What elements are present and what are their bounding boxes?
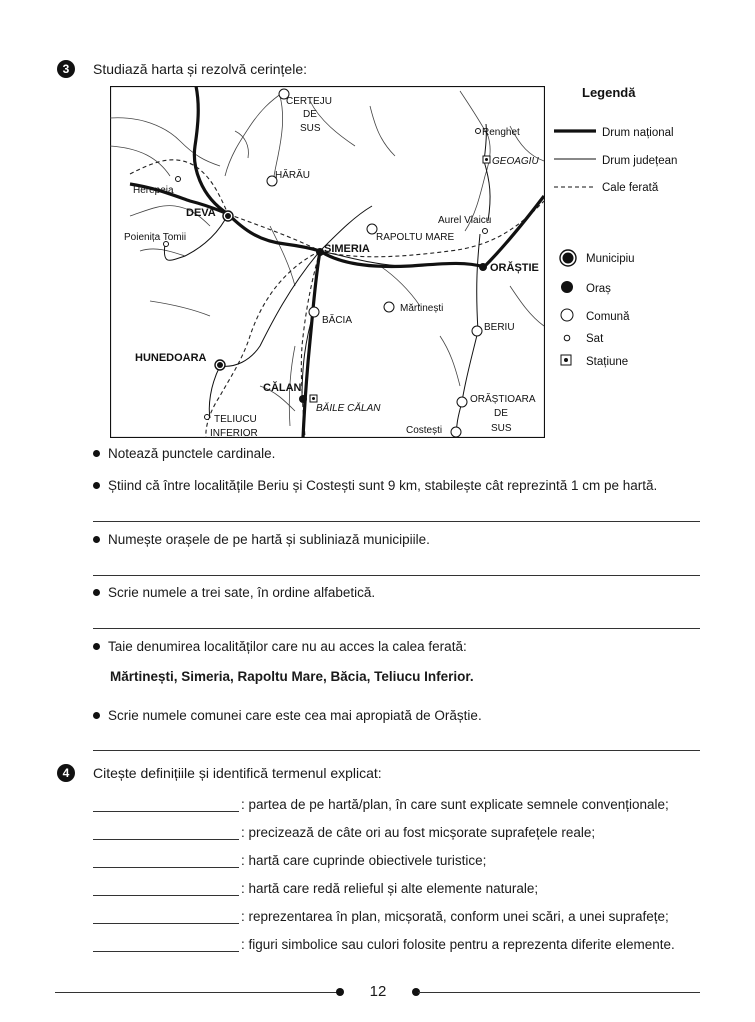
task-2-text: Știind că între localitățile Beriu și Costești sunt 9 km, stabilește cât reprezintă 1 cm pe hartă. xyxy=(108,478,658,493)
label-poienita-tomii: Poienița Tomii xyxy=(124,232,187,243)
legend-comuna: Comună xyxy=(586,311,630,323)
answer-line[interactable] xyxy=(93,575,700,576)
label-bacia: BĂCIA xyxy=(322,315,353,326)
label-hunedoara: HUNEDOARA xyxy=(135,352,207,364)
definition-text: : hartă care cuprinde obiectivele turistice; xyxy=(241,853,487,868)
question-4-title: Citește definițiile și identifică termenul explicat: xyxy=(93,765,382,781)
label-simeria: SIMERIA xyxy=(324,243,370,255)
answer-blank[interactable] xyxy=(93,853,239,868)
footer-dot-icon xyxy=(336,988,344,996)
answer-blank[interactable] xyxy=(93,825,239,840)
task-3 xyxy=(93,532,430,547)
answer-blank[interactable] xyxy=(93,881,239,896)
definition-1 xyxy=(93,797,700,812)
label-martinesti: Mărtinești xyxy=(400,303,444,314)
legend-cale-ferata: Cale ferată xyxy=(602,182,659,194)
definition-text: : reprezentarea în plan, micșorată, conform unei scări, a unei suprafețe; xyxy=(241,909,669,924)
label-orastie: ORĂȘTIE xyxy=(490,262,539,274)
legend-drum-judetean: Drum județean xyxy=(602,155,678,167)
answer-line[interactable] xyxy=(93,521,700,522)
oras-symbol-icon xyxy=(561,281,573,293)
comuna-symbol-icon xyxy=(561,309,573,321)
map-legend xyxy=(550,80,710,375)
footer-rule-left xyxy=(55,992,338,993)
task-1 xyxy=(93,446,275,461)
question-4-number: 4 xyxy=(57,764,75,782)
task-1-text: Notează punctele cardinale. xyxy=(108,446,276,461)
label-orastioara: ORĂȘTIOARA xyxy=(470,394,536,405)
task-4 xyxy=(93,585,375,600)
task-5-text: Taie denumirea localităților care nu au acces la calea ferată: xyxy=(108,639,467,654)
definition-text: : precizează de câte ori au fost micșorate suprafețele reale; xyxy=(241,825,596,840)
sat-symbol-icon xyxy=(564,335,570,341)
task-6-text: Scrie numele comunei care este cea mai apropiată de Orăștie. xyxy=(108,708,482,723)
label-beriu: BERIU xyxy=(484,322,515,333)
definition-2 xyxy=(93,825,700,840)
task-3-text: Numește orașele de pe hartă și subliniază municipiile. xyxy=(108,532,430,547)
question-3-number: 3 xyxy=(57,60,75,78)
definition-6 xyxy=(93,937,700,952)
legend-statiune: Stațiune xyxy=(586,356,629,368)
label-orastioara-sus: SUS xyxy=(491,423,512,434)
label-certeju: CERTEJU xyxy=(286,96,332,107)
answer-blank[interactable] xyxy=(93,937,239,952)
label-teliucu-inferior: INFERIOR xyxy=(210,428,258,438)
definition-4 xyxy=(93,881,700,896)
label-geoagiu: GEOAGIU xyxy=(492,156,539,167)
page-number: 12 xyxy=(369,983,387,1000)
footer-rule-right xyxy=(418,992,700,993)
bullet-icon xyxy=(93,450,100,457)
definition-text: : hartă care redă relieful și alte elemente naturale; xyxy=(241,881,539,896)
definition-text: : partea de pe hartă/plan, în care sunt explicate semnele convenționale; xyxy=(241,797,669,812)
definition-3 xyxy=(93,853,700,868)
task-6 xyxy=(93,708,482,723)
map xyxy=(110,86,545,438)
task-2 xyxy=(93,478,657,493)
question-3-title: Studiază harta și rezolvă cerințele: xyxy=(93,61,307,77)
bullet-icon xyxy=(93,536,100,543)
task-5 xyxy=(93,639,467,654)
label-costesti: Costești xyxy=(406,425,443,436)
definition-text: : figuri simbolice sau culori folosite pentru a reprezenta diferite elemente. xyxy=(241,937,675,952)
legend-municipiu: Municipiu xyxy=(586,253,635,265)
bullet-icon xyxy=(93,589,100,596)
label-teliucu: TELIUCU xyxy=(214,414,257,425)
label-harau: HĂRĂU xyxy=(275,170,311,181)
definition-5 xyxy=(93,909,700,924)
task-4-text: Scrie numele a trei sate, în ordine alfabetică. xyxy=(108,585,376,600)
label-certeju-de: DE xyxy=(303,109,317,120)
answer-blank[interactable] xyxy=(93,909,239,924)
legend-sat: Sat xyxy=(586,333,604,345)
label-calan: CĂLAN xyxy=(263,382,302,394)
label-certeju-sus: SUS xyxy=(300,123,321,134)
label-renghet: Renghet xyxy=(482,127,520,138)
label-herepeia: Herepeia xyxy=(133,185,174,196)
label-rapoltu-mare: RAPOLTU MARE xyxy=(376,232,455,243)
label-aurel-vlaicu: Aurel Vlaicu xyxy=(438,215,492,226)
legend-title: Legendă xyxy=(582,85,636,100)
bullet-icon xyxy=(93,482,100,489)
bullet-icon xyxy=(93,712,100,719)
answer-blank[interactable] xyxy=(93,797,239,812)
task-5-locality-list: Mărtinești, Simeria, Rapoltu Mare, Băcia, Teliucu Inferior. xyxy=(110,669,474,684)
answer-line[interactable] xyxy=(93,628,700,629)
label-baile-calan: BĂILE CĂLAN xyxy=(316,403,381,414)
answer-line[interactable] xyxy=(93,750,700,751)
label-deva: DEVA xyxy=(186,207,216,219)
bullet-icon xyxy=(93,643,100,650)
legend-drum-national: Drum național xyxy=(602,127,674,139)
label-orastioara-de: DE xyxy=(494,408,508,419)
legend-oras: Oraș xyxy=(586,283,611,295)
